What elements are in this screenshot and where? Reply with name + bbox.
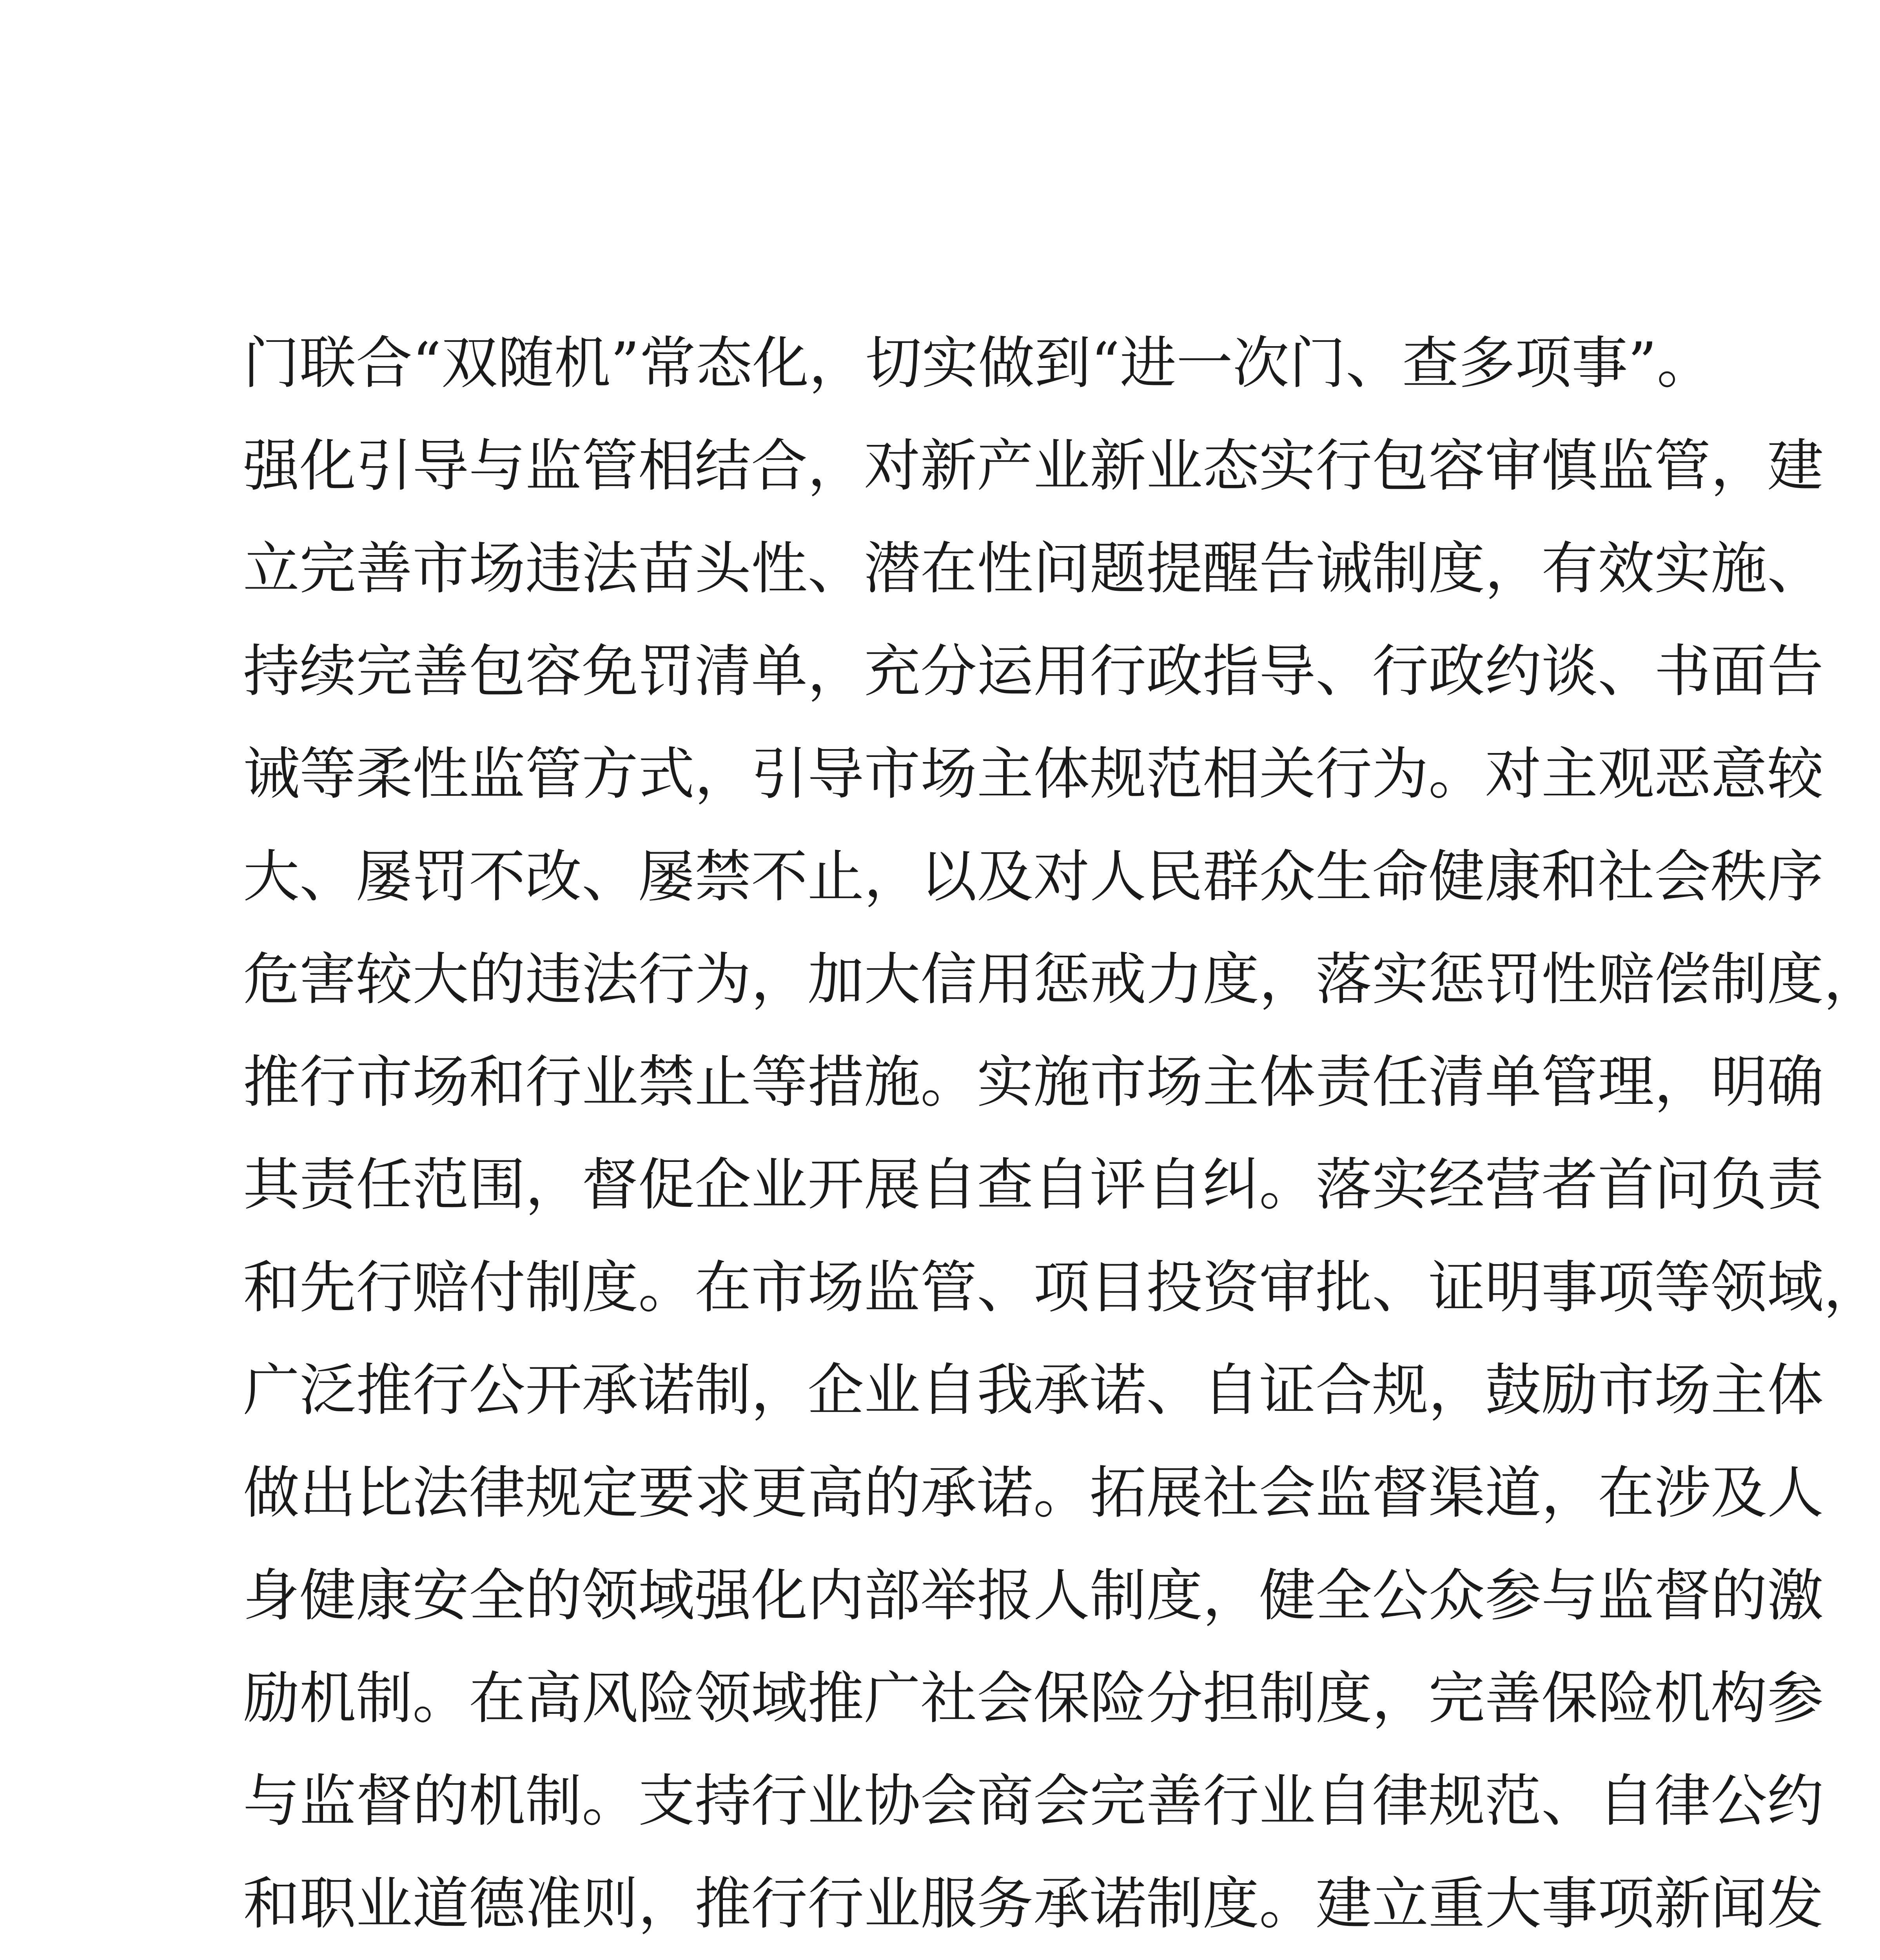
text-line: 身健康安全的领域强化内部举报人制度，健全公众参与监督的激: [243, 1563, 1824, 1628]
text-line: 门联合“双随机”常态化，切实做到“进一次门、查多项事”。: [243, 330, 1713, 396]
text-line: 大、屡罚不改、屡禁不止，以及对人民群众生命健康和社会秩序: [243, 844, 1824, 909]
text-line: 推行市场和行业禁止等措施。实施市场主体责任清单管理，明确: [243, 1049, 1824, 1115]
text-line: 危害较大的违法行为，加大信用惩戒力度，落实惩罚性赔偿制度，: [243, 946, 1880, 1012]
text-line: 做出比法律规定要求更高的承诺。拓展社会监督渠道，在涉及人: [243, 1460, 1824, 1526]
text-line: [243, 1955, 1621, 1960]
body-text: [243, 312, 1880, 1960]
text-line: 诫等柔性监管方式，引导市场主体规范相关行为。对主观恶意较: [243, 741, 1824, 807]
text-line: 其责任范围，督促企业开展自查自评自纠。落实经营者首问负责: [243, 1152, 1824, 1218]
text-line: 和职业道德准则，推行行业服务承诺制度。建立重大事项新闻发: [243, 1871, 1824, 1936]
text-line: 持续完善包容免罚清单，充分运用行政指导、行政约谈、书面告: [243, 638, 1824, 704]
text-line: 与监督的机制。支持行业协会商会完善行业自律规范、自律公约: [243, 1768, 1824, 1834]
text-line: 立完善市场违法苗头性、潜在性问题提醒告诫制度，有效实施、: [243, 535, 1824, 601]
text-line: 励机制。在高风险领域推广社会保险分担制度，完善保险机构参: [243, 1665, 1824, 1731]
text-line: 和先行赔付制度。在市场监管、项目投资审批、证明事项等领域，: [243, 1254, 1880, 1320]
text-line: 强化引导与监管相结合，对新产业新业态实行包容审慎监管，建: [243, 433, 1824, 499]
text-line: 广泛推行公开承诺制，企业自我承诺、自证合规，鼓励市场主体: [243, 1357, 1824, 1423]
